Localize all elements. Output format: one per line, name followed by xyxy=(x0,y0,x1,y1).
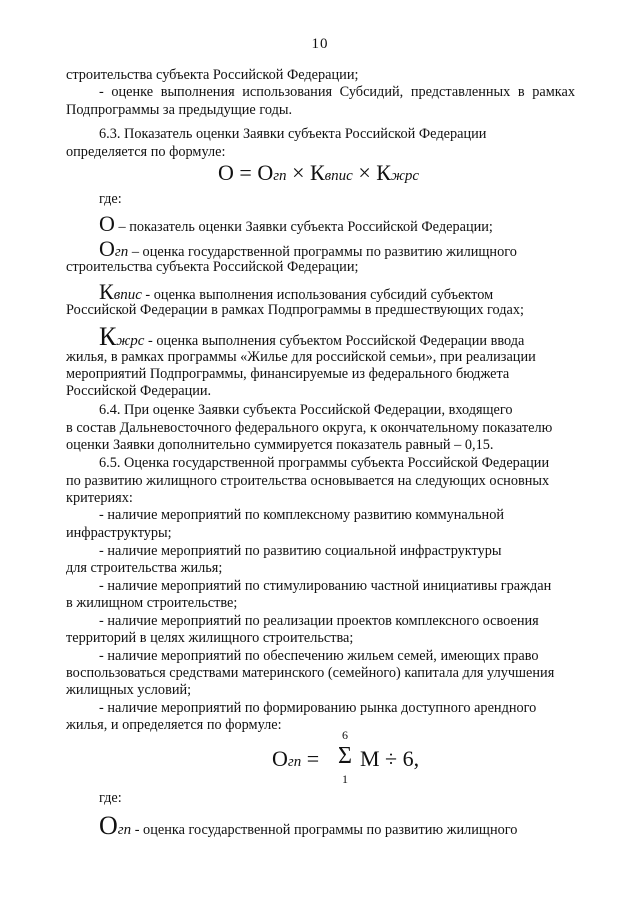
definition-Kzhrs: Кжрс - оценка выполнения субъектом Российской Федерации ввода xyxy=(99,322,525,351)
text-line: определяется по формуле: xyxy=(66,144,226,160)
text-line: - оценке выполнения использования Субсидий, представленных в рамках xyxy=(99,84,575,100)
text-line: 6.4. При оценке Заявки субъекта Российской Федерации, входящего xyxy=(99,402,513,418)
text-line: - наличие мероприятий по реализации проектов комплексного освоения xyxy=(99,613,539,629)
text-line: в жилищном строительстве; xyxy=(66,595,238,611)
text-line: Российской Федерации в рамках Подпрограммы в предшествующих годах; xyxy=(66,302,525,318)
text-line: Подпрограммы за предыдущие годы. xyxy=(66,102,293,118)
text-line: оценки Заявки дополнительно суммируется показатель равный – 0,15. xyxy=(66,437,494,453)
text-line: жилья, в рамках программы «Жилье для российской семьи», при реализации xyxy=(66,349,536,365)
text-line: 6.3. Показатель оценки Заявки субъекта Российской Федерации xyxy=(99,126,487,142)
definition-Ogp-2: Огп - оценка государственной программы по развитию жилищного xyxy=(99,811,518,840)
text-line: мероприятий Подпрограммы, финансируемые из федерального бюджета xyxy=(66,366,510,382)
text-line: - наличие мероприятий по стимулированию частной инициативы граждан xyxy=(99,578,552,594)
text-line: - наличие мероприятий по формированию рынка доступного арендного xyxy=(99,700,537,716)
page-number: 10 xyxy=(311,36,329,52)
text-line: где: xyxy=(99,790,122,806)
text-line: по развитию жилищного строительства основывается на следующих основных xyxy=(66,473,550,489)
text-line: 6.5. Оценка государственной программы субъекта Российской Федерации xyxy=(99,455,550,471)
text-line: строительства субъекта Российской Федерации; xyxy=(66,67,359,83)
text-line: строительства субъекта Российской Федерации; xyxy=(66,259,359,275)
definition-Kvpis: Квпис - оценка выполнения использования субсидий субъектом xyxy=(99,279,494,304)
text-line: - наличие мероприятий по обеспечению жильем семей, имеющих право xyxy=(99,648,539,664)
text-line: жилищных условий; xyxy=(66,682,192,698)
text-line: территорий в целях жилищного строительства; xyxy=(66,630,354,646)
text-line: - наличие мероприятий по развитию социальной инфраструктуры xyxy=(99,543,502,559)
text-line: - наличие мероприятий по комплексному развитию коммунальной xyxy=(99,507,504,523)
text-line: жилья, и определяется по формуле: xyxy=(66,717,282,733)
text-line: Российской Федерации. xyxy=(66,383,212,399)
text-line: в состав Дальневосточного федерального округа, к окончательному показателю xyxy=(66,420,553,436)
document-page: 10 строительства субъекта Российской Федерации; - оценке выполнения использования Субсидий, представленных в рамках Подпрограммы за предыдущие годы. 6.3. Показатель оценки Заявки субъекта Российской Федерации определяется по формуле: О = Огп × Квпис × Кжрс где: О – показатель оценки Заявки субъекта Российской Федерации; Огп – оценка государственной программы по развитию жилищного строительства субъекта Российской Федерации; Квпис - оценка выполнения использования субсидий субъектом Российской Федерации в рамках Подпрограммы в предшествующих годах; Кжрс - оценка выполнения субъектом Российской Федерации ввода жилья, в рамках программы «Жилье для российской семьи», при реализации мероприятий Подпрограммы, финансируемые из федерального бюджета Российской Федерации. 6.4. При оценке Заявки субъекта Российской Федерации, входящего в состав Дальневосточного федерального округа, к окончательному показателю оценки Заявки дополнительно суммируется показатель равный – 0,15. 6.5. Оценка государственной программы субъекта Российской Федерации по развитию жилищного строительства основывается на следующих основных критериях: - наличие мероприятий по комплексному развитию коммунальной инфраструктуры; - наличие мероприятий по развитию социальной инфраструктуры для строительства жилья; - наличие мероприятий по стимулированию частной инициативы граждан в жилищном строительстве; - наличие мероприятий по реализации проектов комплексного освоения территорий в целях жилищного строительства; - наличие мероприятий по обеспечению жильем семей, имеющих право воспользоваться средствами материнского (семейного) капитала для улучшения жилищных условий; - наличие мероприятий по формированию рынка доступного арендного жилья, и определяется по формуле: Огп = 6 Σ 1 М ÷ 6, где: Огп - оценка государственной программы по развитию жилищного xyxy=(0,0,640,905)
definition-Ogp: Огп – оценка государственной программы по развитию жилищного xyxy=(99,236,517,261)
formula-O: О = Огп × Квпис × Кжрс xyxy=(218,160,420,185)
text-line: для строительства жилья; xyxy=(66,560,223,576)
text-line: воспользоваться средствами материнского (семейного) капитала для улучшения xyxy=(66,665,555,681)
text-line: инфраструктуры; xyxy=(66,525,172,541)
sigma-symbol: 6 Σ 1 xyxy=(338,728,352,786)
definition-O: О – показатель оценки Заявки субъекта Российской Федерации; xyxy=(99,211,493,236)
text-line: где: xyxy=(99,191,122,207)
text-line: критериях: xyxy=(66,490,133,506)
